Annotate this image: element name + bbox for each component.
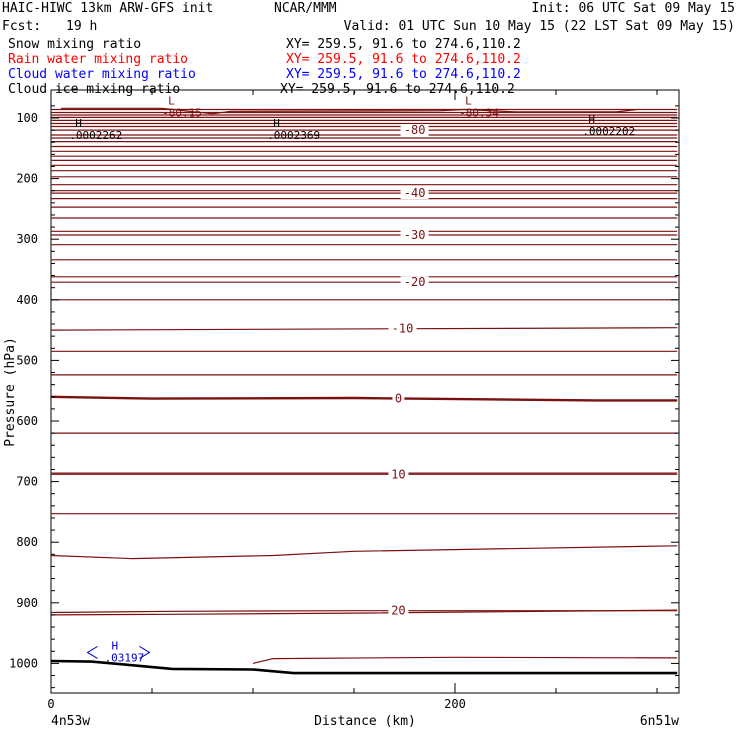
y-tick-label: 400 — [16, 292, 38, 307]
field-xy-cloud-ice: XY= 259.5, 91.6 to 274.6,110.2 — [280, 82, 515, 97]
field-xy-cloud-water: XY= 259.5, 91.6 to 274.6,110.2 — [286, 67, 521, 82]
cloud-water-left-arrow — [88, 646, 98, 658]
x-tick-label: 200 — [444, 697, 466, 711]
field-label-rain: Rain water mixing ratio — [8, 52, 189, 67]
contour-label: -30 — [403, 227, 426, 242]
terrain-line — [51, 661, 677, 673]
fcst-label: Fcst: — [2, 19, 42, 34]
y-tick-label: 900 — [16, 595, 38, 610]
contour-label: 0 — [394, 391, 403, 406]
field-label-cloud-ice: Cloud ice mixing ratio — [8, 82, 181, 97]
left-endpoint-label: 4n53w — [51, 714, 91, 729]
valid-time: Valid: 01 UTC Sun 10 May 15 (22 LST Sat 09 May 15) — [343, 19, 735, 34]
y-tick-label: 500 — [16, 353, 38, 368]
cloud-water-max-value: .03197 — [104, 651, 145, 665]
high-value: .0002369 — [267, 129, 321, 143]
high-value: .0002262 — [69, 129, 123, 143]
center-label: NCAR/MMM — [274, 1, 337, 16]
contour-layer — [51, 108, 677, 673]
contour-line — [51, 397, 677, 401]
contour-label: -20 — [403, 275, 426, 290]
field-xy-rain: XY= 259.5, 91.6 to 274.6,110.2 — [286, 52, 521, 67]
model-title: HAIC-HIWC 13km ARW-GFS init — [2, 1, 214, 16]
low-mark: L — [168, 94, 175, 108]
contour-label: -80 — [403, 123, 426, 138]
y-tick-label: 1000 — [9, 656, 38, 671]
right-endpoint-label: 6n51w — [639, 714, 679, 729]
high-mark: H — [75, 117, 82, 131]
contour-label: -40 — [403, 186, 426, 201]
y-tick-label: 300 — [16, 232, 38, 247]
x-axis-title: Distance (km) — [314, 714, 416, 729]
contour-line — [51, 546, 677, 559]
field-label-snow: Snow mixing ratio — [8, 37, 142, 52]
fcst-value: 19 h — [66, 19, 98, 34]
contour-label-layer — [69, 95, 635, 665]
high-value: .0002202 — [582, 124, 636, 138]
contour-label: -10 — [391, 321, 414, 336]
field-label-cloud-water: Cloud water mixing ratio — [8, 67, 196, 82]
y-tick-label: 600 — [16, 414, 38, 428]
y-tick-label: 800 — [16, 535, 38, 550]
contour-label: 10 — [391, 467, 406, 482]
contour-label: 20 — [391, 603, 406, 618]
contour-line — [51, 328, 677, 330]
y-tick-label: 200 — [16, 171, 38, 186]
high-mark: H — [273, 117, 280, 131]
high-mark: H — [588, 112, 595, 126]
low-mark: L — [465, 94, 472, 108]
plot-frame — [51, 90, 679, 693]
contour-line — [51, 611, 677, 613]
x-tick-label: 0 — [47, 697, 55, 711]
init-time: Init: 06 UTC Sat 09 May 15 — [531, 1, 735, 16]
y-tick-label: 700 — [16, 474, 38, 489]
low-value: -80.15 — [162, 106, 202, 120]
field-xy-snow: XY= 259.5, 91.6 to 274.6,110.2 — [286, 37, 521, 52]
low-value: -80.34 — [459, 106, 499, 120]
cloud-water-max-mark: H — [111, 639, 119, 653]
contour-line — [253, 657, 677, 663]
y-tick-label: 100 — [16, 111, 38, 125]
y-axis-title: Pressure (hPa) — [3, 337, 18, 447]
